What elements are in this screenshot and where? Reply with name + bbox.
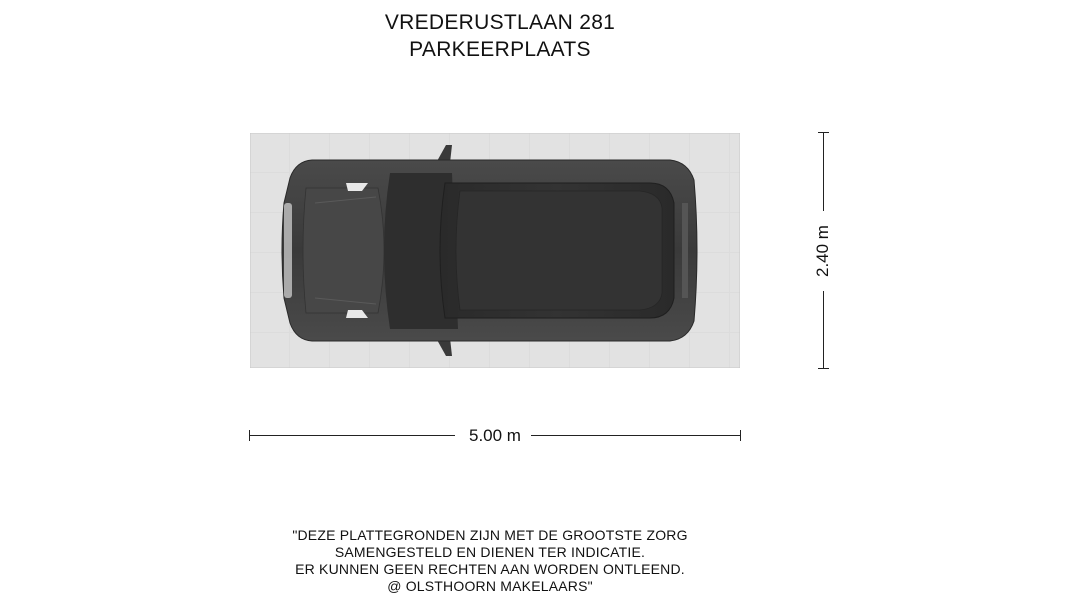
disclaimer-line: "DEZE PLATTEGRONDEN ZIJN MET DE GROOTSTE ZORG: [292, 527, 688, 543]
disclaimer-line: @ OLSTHOORN MAKELAARS": [387, 578, 593, 594]
front-light-strip: [284, 203, 292, 298]
width-dimension: [811, 132, 837, 369]
parking-space: [250, 133, 740, 368]
car-hood: [303, 188, 384, 313]
rear-badge: [682, 203, 688, 298]
parking-floor-plan: [250, 133, 740, 368]
room-name: PARKEERPLAATS: [409, 38, 591, 61]
dimension-tick-bottom: [818, 368, 829, 369]
length-label: 5.00 m: [455, 426, 535, 446]
disclaimer: [240, 527, 740, 595]
car-top-view: [282, 145, 697, 356]
disclaimer-line: SAMENGESTELD EN DIENEN TER INDICATIE.: [334, 544, 646, 560]
page-title: VREDERUSTLAAN 281: [384, 11, 616, 34]
dimension-tick-end: [740, 430, 741, 441]
dimension-line-left: [249, 435, 459, 436]
length-dimension: [249, 424, 741, 448]
width-label: 2.40 m: [812, 211, 834, 291]
dimension-line-right: [531, 435, 741, 436]
disclaimer-line: ER KUNNEN GEEN RECHTEN AAN WORDEN ONTLEEND.: [295, 561, 685, 577]
